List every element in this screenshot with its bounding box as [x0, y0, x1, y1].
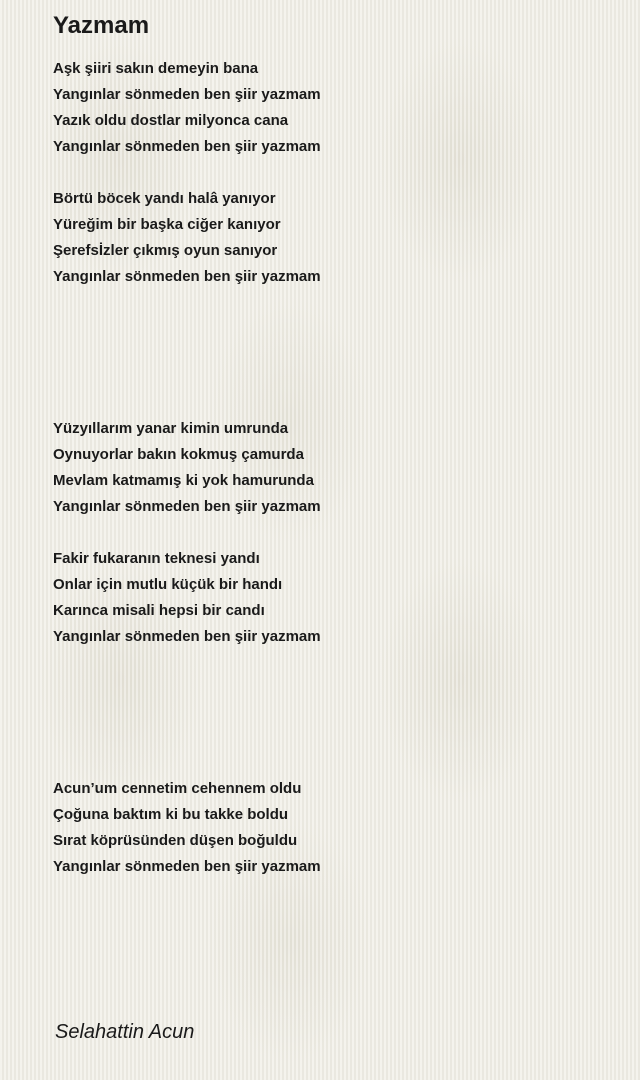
poem-line: Aşk şiiri sakın demeyin bana	[53, 60, 259, 77]
poem-line: Fakir fukaranın teknesi yandı	[53, 550, 260, 567]
poem-title: Yazmam	[53, 12, 150, 39]
stanza-1	[53, 56, 613, 160]
stanza-5	[53, 776, 613, 880]
stanza-2	[53, 186, 613, 290]
poem-container	[53, 12, 613, 880]
poem-author: Selahattin Acun	[55, 1021, 195, 1043]
poem-line: Yangınlar sönmeden ben şiir yazmam	[53, 858, 321, 875]
poem-line: Mevlam katmamış ki yok hamurunda	[53, 472, 314, 489]
poem-line: Yangınlar sönmeden ben şiir yazmam	[53, 498, 321, 515]
poem-line: Onlar için mutlu küçük bir handı	[53, 576, 283, 593]
poem-line: Yüreğim bir başka ciğer kanıyor	[53, 216, 281, 233]
poem-line: Şerefsİzler çıkmış oyun sanıyor	[53, 242, 278, 259]
stanza-spacer	[53, 290, 613, 416]
stanza-spacer	[53, 520, 613, 546]
poem-line: Yangınlar sönmeden ben şiir yazmam	[53, 628, 321, 645]
stanza-4	[53, 546, 613, 650]
poem-line: Çoğuna baktım ki bu takke boldu	[53, 806, 289, 823]
stanza-spacer	[53, 650, 613, 776]
poem-line: Börtü böcek yandı halâ yanıyor	[53, 190, 276, 207]
poem-line: Yazık oldu dostlar milyonca cana	[53, 112, 289, 129]
poem-line: Yangınlar sönmeden ben şiir yazmam	[53, 86, 321, 103]
poem-line: Yüzyıllarım yanar kimin umrunda	[53, 420, 289, 437]
poem-line: Sırat köprüsünden düşen boğuldu	[53, 832, 298, 849]
poem-line: Yangınlar sönmeden ben şiir yazmam	[53, 268, 321, 285]
poem-line: Yangınlar sönmeden ben şiir yazmam	[53, 138, 321, 155]
stanza-3	[53, 416, 613, 520]
poem-line: Oynuyorlar bakın kokmuş çamurda	[53, 446, 304, 463]
poem-line: Acun’um cennetim cehennem oldu	[53, 780, 302, 797]
poem-line: Karınca misali hepsi bir candı	[53, 602, 265, 619]
stanza-spacer	[53, 160, 613, 186]
